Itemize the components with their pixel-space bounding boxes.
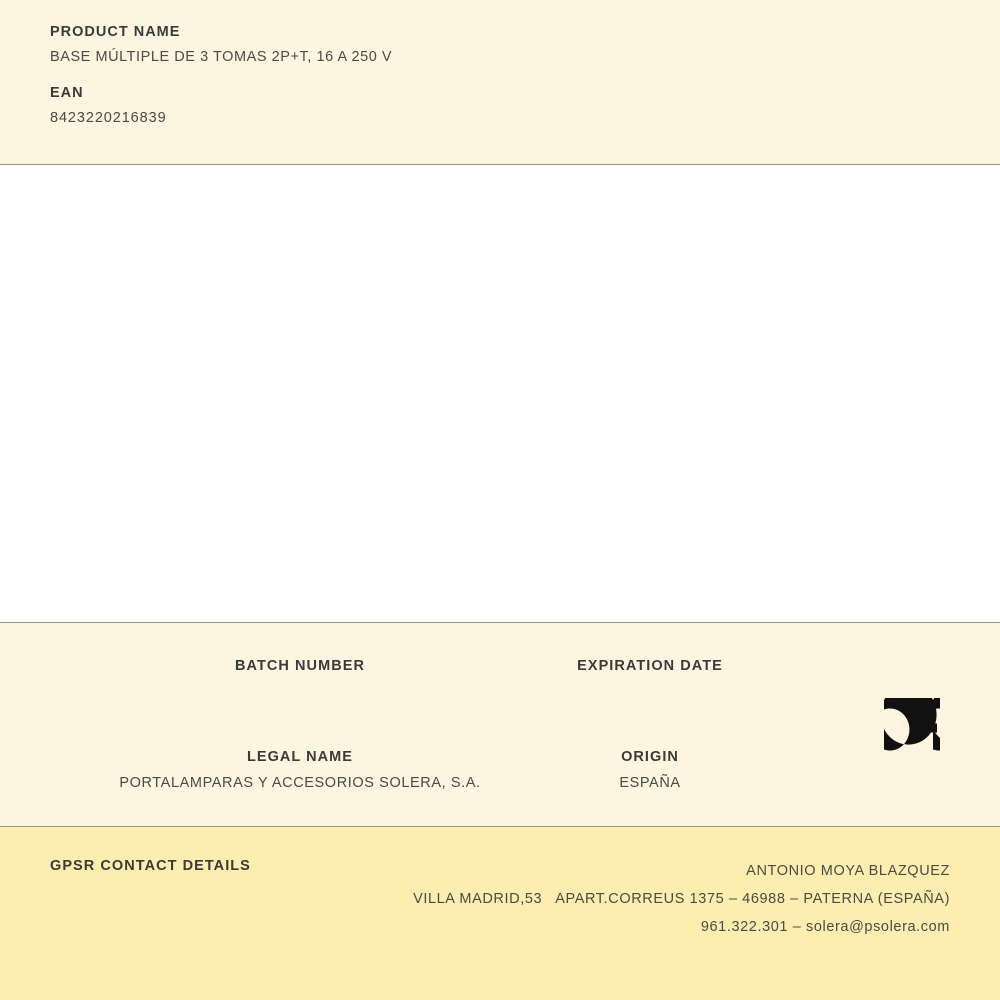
gpsr-contact-section <box>0 827 1000 1000</box>
gpsr-contact-label: GPSR CONTACT DETAILS <box>50 858 251 874</box>
product-name-value: BASE MÚLTIPLE DE 3 TOMAS 2P+T, 16 A 250 V <box>50 49 393 65</box>
batch-number-label: BATCH NUMBER <box>235 658 365 674</box>
product-name-label: PRODUCT NAME <box>50 24 181 40</box>
batch-origin-section <box>0 623 1000 826</box>
batch-expiration-row <box>0 623 1000 701</box>
legal-name-value: PORTALAMPARAS Y ACCESORIOS SOLERA, S.A. <box>119 775 481 791</box>
origin-value: ESPAÑA <box>619 775 681 791</box>
legal-name-label: LEGAL NAME <box>246 749 354 765</box>
product-name-field <box>50 24 950 65</box>
legal-name-field <box>90 749 510 792</box>
expiration-date-field <box>510 658 790 701</box>
ce-marking-icon <box>848 698 940 760</box>
ean-field <box>50 85 950 126</box>
batch-number-value <box>90 684 510 701</box>
ean-value: 8423220216839 <box>50 110 167 126</box>
blank-content-area <box>0 165 1000 622</box>
contact-person-name: ANTONIO MOYA BLAZQUEZ <box>746 863 950 879</box>
product-info-section <box>0 0 1000 164</box>
contact-address: VILLA MADRID,53 APART.CORREUS 1375 – 46988 – PATERNA (ESPAÑA) <box>413 891 950 907</box>
expiration-date-value <box>510 684 790 701</box>
ean-label: EAN <box>50 85 84 101</box>
expiration-date-label: EXPIRATION DATE <box>577 658 723 674</box>
origin-label: ORIGIN <box>621 749 679 765</box>
batch-number-field <box>90 658 510 701</box>
origin-field <box>510 749 790 792</box>
contact-phone-email: 961.322.301 – solera@psolera.com <box>700 919 950 935</box>
gpsr-contact-details <box>413 857 950 941</box>
